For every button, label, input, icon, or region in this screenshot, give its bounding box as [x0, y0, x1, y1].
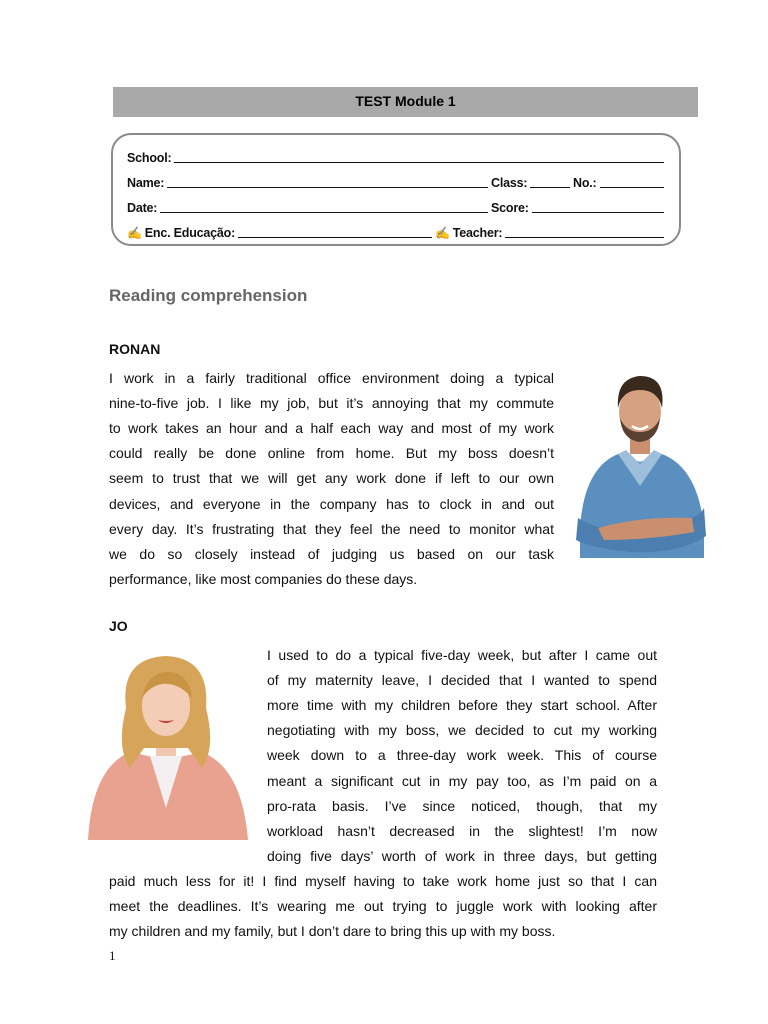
name-label: Name:	[127, 176, 165, 190]
text-line: every day. It’s frustrating that they feel the need to monitor what	[109, 520, 554, 537]
text-line: negotiating with my boss, we decided to cut my working	[267, 722, 657, 739]
number-field[interactable]	[600, 175, 665, 188]
jo-name: JO	[109, 618, 128, 634]
date-row	[127, 197, 667, 215]
date-label: Date:	[127, 201, 158, 215]
teacher-field[interactable]	[505, 225, 664, 238]
text-line: could really be done online from home. But my boss doesn’t	[109, 445, 554, 462]
student-info-box	[111, 133, 681, 246]
test-title: TEST Module 1	[355, 93, 456, 109]
name-row	[127, 172, 667, 190]
ronan-photo	[570, 368, 710, 558]
pencil-icon: ✍	[435, 226, 450, 240]
text-line: I used to do a typical five-day week, but after I came out	[267, 647, 657, 663]
guardian-row	[127, 222, 667, 240]
test-title-bar	[113, 87, 698, 117]
text-line: week down to a three-day work week. This of course	[267, 747, 657, 764]
text-line: seem to trust that we will get any work done if left to our own	[109, 470, 554, 487]
school-label: School:	[127, 151, 172, 165]
teacher-label: Teacher:	[452, 226, 503, 240]
jo-photo	[78, 648, 253, 840]
number-label: No.:	[573, 176, 597, 190]
text-line: nine-to-five job. I like my job, but it’s annoying that my commute	[109, 395, 554, 412]
text-line: more time with my children before they start school. After	[267, 697, 657, 714]
enc-educacao-field[interactable]	[238, 225, 432, 238]
date-field[interactable]	[160, 200, 488, 213]
text-line: devices, and everyone in the company has to clock in and out	[109, 495, 554, 512]
class-label: Class:	[491, 176, 528, 190]
text-line: workload hasn’t decreased in the slightest! I’m now	[267, 822, 657, 839]
text-line: my children and my family, but I don’t dare to bring this up with my boss.	[109, 923, 556, 940]
name-field[interactable]	[167, 175, 488, 188]
ronan-name: RONAN	[109, 341, 161, 357]
school-row	[127, 147, 667, 165]
pencil-icon: ✍	[127, 226, 142, 240]
section-heading: Reading comprehension	[109, 286, 308, 305]
text-line: meant a significant cut in my pay too, as I’m paid on a	[267, 772, 657, 789]
text-line: meet the deadlines. It’s wearing me out trying to juggle work with looking after	[109, 898, 657, 915]
text-line: doing five days’ worth of work in three days, but getting	[267, 847, 657, 864]
text-line: to work takes an hour and a half each way and most of my work	[109, 420, 554, 437]
class-field[interactable]	[530, 175, 570, 188]
text-line: I work in a fairly traditional office environment doing a typical	[109, 370, 554, 386]
text-line: pro-rata basis. I’ve since noticed, though, that my	[267, 797, 657, 814]
text-line: of my maternity leave, I decided that I wanted to spend	[267, 672, 657, 689]
page-number: 1	[109, 948, 116, 963]
enc-educacao-label: Enc. Educação:	[144, 226, 236, 240]
score-label: Score:	[491, 201, 529, 215]
text-line: we do so closely instead of judging us based on our task	[109, 545, 554, 562]
text-line: paid much less for it! I find myself having to take work home just so that I can	[109, 873, 657, 889]
text-line: performance, like most companies do these days.	[109, 570, 418, 587]
school-field[interactable]	[174, 150, 664, 163]
score-field[interactable]	[532, 200, 664, 213]
